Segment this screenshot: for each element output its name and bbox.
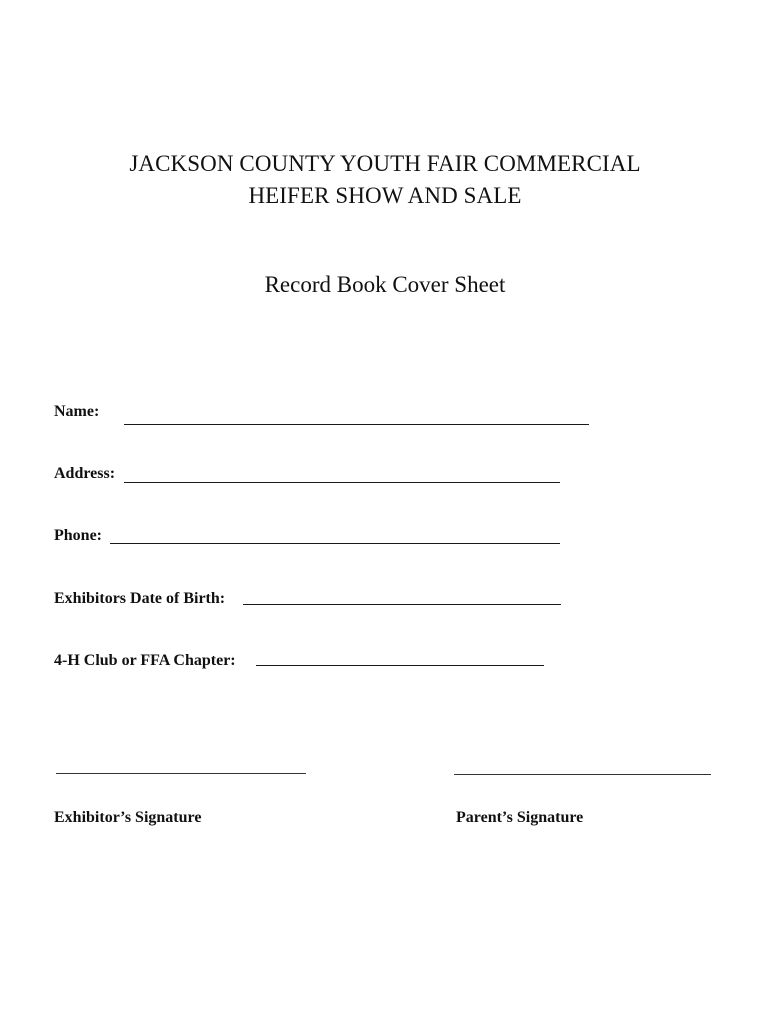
club-chapter-label: 4-H Club or FFA Chapter: [54,652,236,669]
document-subtitle: Record Book Cover Sheet [264,272,506,297]
address-field[interactable] [124,482,560,483]
date-of-birth-label: Exhibitors Date of Birth: [54,590,226,607]
parent-signature-label: Parent’s Signature [456,809,584,826]
date-of-birth-field[interactable] [243,604,561,605]
document-title [0,148,770,212]
name-field[interactable] [124,424,589,425]
parent-signature-line[interactable] [454,774,711,775]
exhibitor-signature-line[interactable] [56,773,306,774]
phone-field[interactable] [110,543,560,544]
exhibitor-signature-label: Exhibitor’s Signature [54,809,202,826]
name-label: Name: [54,403,100,420]
address-label: Address: [54,465,116,482]
club-chapter-field[interactable] [256,665,544,666]
title-line-2: HEIFER SHOW AND SALE [248,183,522,208]
title-line-1: JACKSON COUNTY YOUTH FAIR COMMERCIAL [129,151,641,176]
phone-label: Phone: [54,527,102,544]
